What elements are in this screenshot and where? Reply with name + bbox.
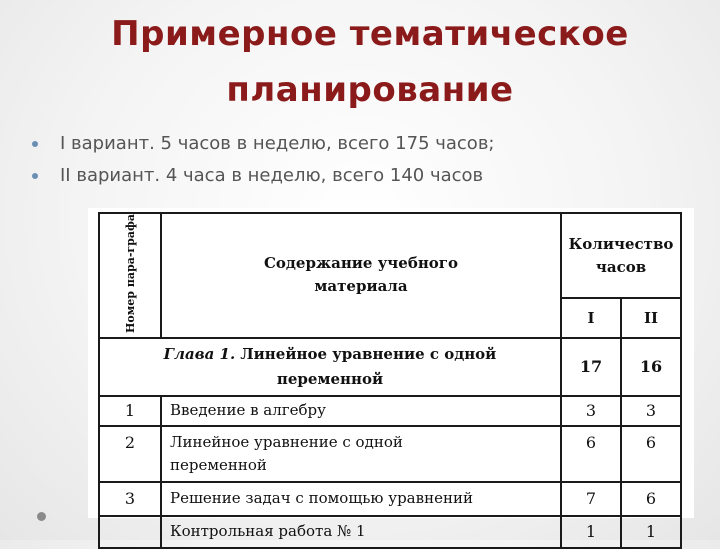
row-number: 3 bbox=[99, 482, 161, 516]
table-row bbox=[99, 482, 681, 516]
header-number-label: Номер пара-графа bbox=[123, 214, 137, 333]
slide-title-line1: Примерное тематическое bbox=[111, 14, 629, 54]
row-topic-line1: Линейное уравнение с одной bbox=[170, 432, 403, 451]
chapter-row bbox=[99, 338, 681, 396]
row-hours-v2: 6 bbox=[621, 426, 681, 482]
table-row bbox=[99, 396, 681, 426]
bullet-dot-icon bbox=[37, 512, 46, 521]
row-hours-v1: 7 bbox=[561, 482, 621, 516]
header-variant1: I bbox=[561, 298, 621, 338]
row-topic bbox=[161, 426, 561, 482]
header-content-line1: Содержание учебного bbox=[263, 254, 459, 273]
row-hours-v2: 6 bbox=[621, 482, 681, 516]
planning-table-image bbox=[88, 208, 694, 542]
table-row bbox=[99, 516, 681, 548]
bullet-dot-icon bbox=[32, 141, 38, 147]
chapter-hours-v2: 16 bbox=[621, 338, 681, 396]
chapter-title-cell bbox=[99, 338, 561, 396]
bullet-list bbox=[30, 128, 495, 192]
table-header-row bbox=[99, 213, 681, 298]
row-number: 2 bbox=[99, 426, 161, 482]
row-hours-v1: 6 bbox=[561, 426, 621, 482]
chapter-title-line1: Линейное уравнение с одной bbox=[240, 344, 497, 363]
bullet-text: I вариант. 5 часов в неделю, всего 175 часов; bbox=[60, 133, 495, 154]
chapter-label: Глава 1. bbox=[163, 344, 236, 363]
row-hours-v2: 1 bbox=[621, 516, 681, 548]
header-hours-cell bbox=[561, 213, 681, 298]
row-hours-v1: 3 bbox=[561, 396, 621, 426]
header-hours-line2: часов bbox=[595, 257, 647, 276]
header-content-cell bbox=[161, 213, 561, 338]
row-hours-v1: 1 bbox=[561, 516, 621, 548]
bullet-item bbox=[30, 160, 495, 192]
chapter-hours-v1: 17 bbox=[561, 338, 621, 396]
header-content-line2: материала bbox=[314, 277, 408, 296]
row-topic: Введение в алгебру bbox=[161, 396, 561, 426]
header-hours-line1: Количество bbox=[568, 234, 674, 253]
row-topic-line2: переменной bbox=[170, 455, 267, 474]
bullet-dot-icon bbox=[32, 173, 38, 179]
row-topic: Контрольная работа № 1 bbox=[161, 516, 561, 548]
chapter-title-line2: переменной bbox=[276, 369, 384, 388]
row-number bbox=[99, 516, 161, 548]
header-number-cell bbox=[99, 213, 161, 338]
row-number: 1 bbox=[99, 396, 161, 426]
bullet-text: II вариант. 4 часа в неделю, всего 140 часов bbox=[60, 165, 484, 186]
row-hours-v2: 3 bbox=[621, 396, 681, 426]
row-topic: Решение задач с помощью уравнений bbox=[161, 482, 561, 516]
slide-title-line2: планирование bbox=[226, 70, 514, 110]
bullet-item bbox=[30, 128, 495, 160]
planning-table bbox=[98, 212, 682, 549]
header-variant2: II bbox=[621, 298, 681, 338]
table-row bbox=[99, 426, 681, 482]
slide-title bbox=[60, 6, 680, 118]
